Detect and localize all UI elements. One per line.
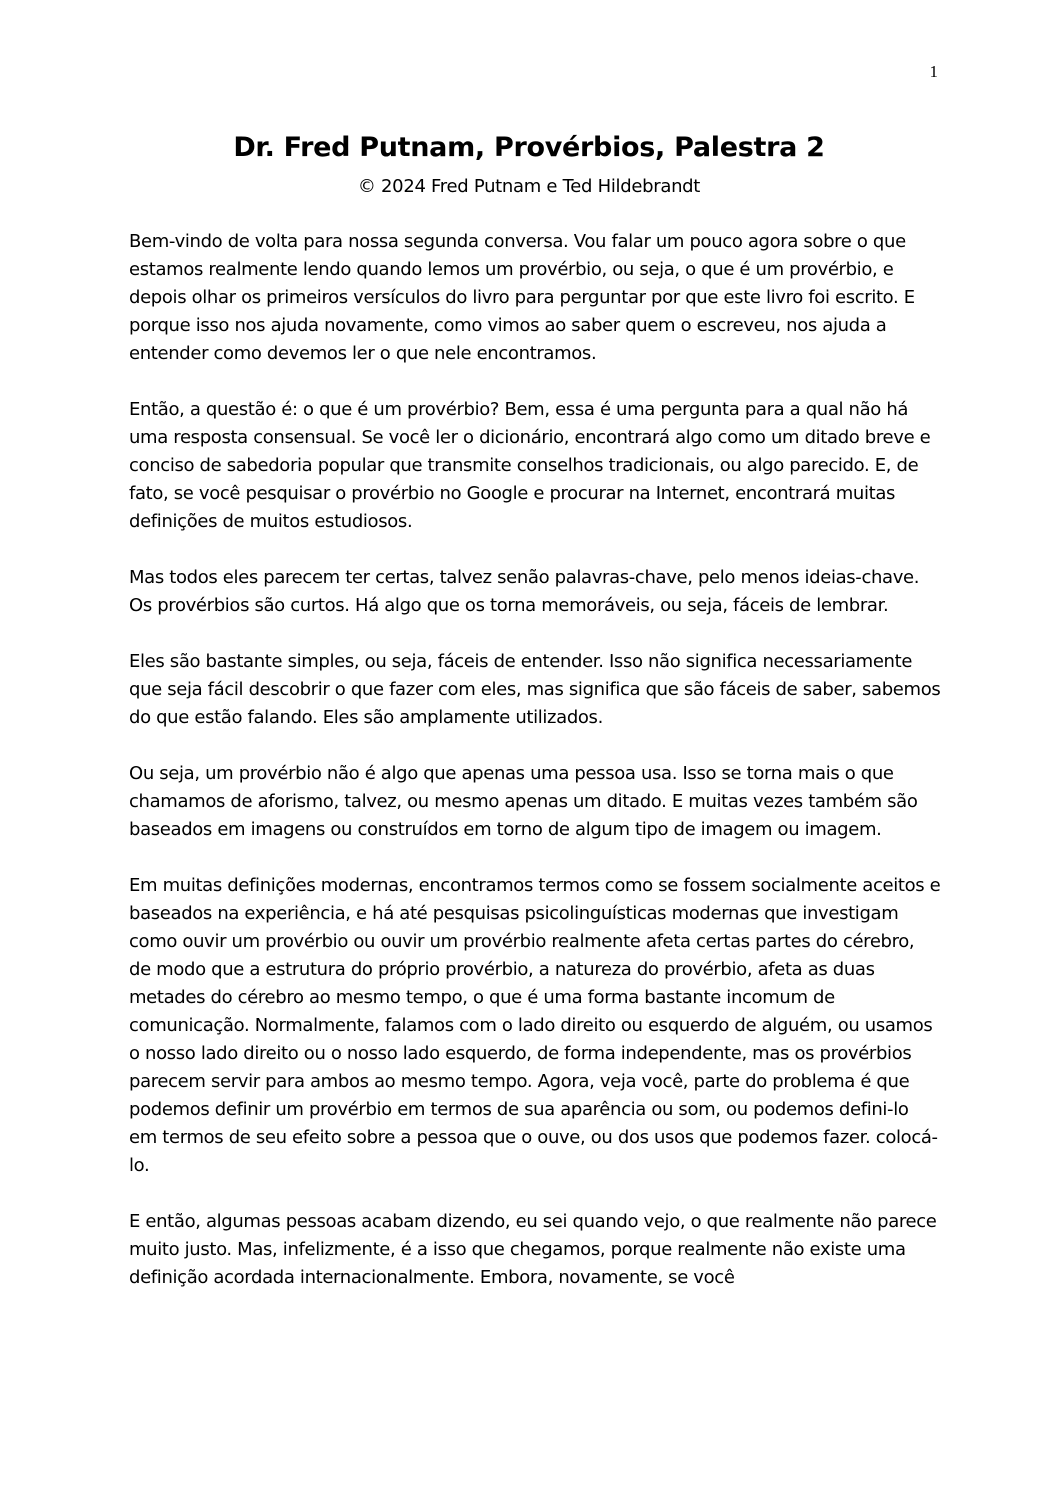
page-number: 1 xyxy=(929,62,938,81)
paragraph: Bem-vindo de volta para nossa segunda conversa. Vou falar um pouco agora sobre o que estamos realmente lendo quando lemos um provérbio, ou seja, o que é um provérbio, e depois olhar os primeiros versículos do livro para perguntar por que este livro foi escrito. E porque isso nos ajuda novamente, como vimos ao saber quem o escreveu, nos ajuda a entender como devemos ler o que nele encontramos. xyxy=(129,231,915,364)
paragraph: E então, algumas pessoas acabam dizendo, eu sei quando vejo, o que realmente não parece muito justo. Mas, infelizmente, é a isso que chegamos, porque realmente não existe uma definição acordada internacionalmente. Embora, novamente, se você xyxy=(129,1211,937,1288)
paragraph: Eles são bastante simples, ou seja, fáceis de entender. Isso não significa necessariamente que seja fácil descobrir o que fazer com eles, mas significa que são fáceis de saber, sabemos do que estão falando. Eles são amplamente utilizados. xyxy=(129,651,941,728)
document-body xyxy=(129,228,941,1320)
paragraph: Em muitas definições modernas, encontramos termos como se fossem socialmente aceitos e baseados na experiência, e há até pesquisas psicolinguísticas modernas que investigam como ouvir um provérbio ou ouvir um provérbio realmente afeta certas partes do cérebro, de modo que a estrutura do próprio provérbio, a natureza do provérbio, afeta as duas metades do cérebro ao mesmo tempo, o que é uma forma bastante incomum de comunicação. Normalmente, falamos com o lado direito ou esquerdo de alguém, ou usamos o nosso lado direito ou o nosso lado esquerdo, de forma independente, mas os provérbios parecem servir para ambos ao mesmo tempo. Agora, veja você, parte do problema é que podemos definir um provérbio em termos de sua aparência ou som, ou podemos defini-lo em termos de seu efeito sobre a pessoa que o ouve, ou dos usos que podemos fazer. colocá-lo. xyxy=(129,875,941,1176)
paragraph: Ou seja, um provérbio não é algo que apenas uma pessoa usa. Isso se torna mais o que chamamos de aforismo, talvez, ou mesmo apenas um ditado. E muitas vezes também são baseados em imagens ou construídos em torno de algum tipo de imagem ou imagem. xyxy=(129,763,918,840)
page-title: Dr. Fred Putnam, Provérbios, Palestra 2 xyxy=(233,132,825,163)
paragraph: Mas todos eles parecem ter certas, talvez senão palavras-chave, pelo menos ideias-chave. Os provérbios são curtos. Há algo que os torna memoráveis, ou seja, fáceis de lembrar. xyxy=(129,567,920,616)
copyright-line: © 2024 Fred Putnam e Ted Hildebrandt xyxy=(357,176,701,197)
paragraph: Então, a questão é: o que é um provérbio? Bem, essa é uma pergunta para a qual não há uma resposta consensual. Se você ler o dicionário, encontrará algo como um ditado breve e conciso de sabedoria popular que transmite conselhos tradicionais, ou algo parecido. E, de fato, se você pesquisar o provérbio no Google e procurar na Internet, encontrará muitas definições de muitos estudiosos. xyxy=(129,399,931,532)
